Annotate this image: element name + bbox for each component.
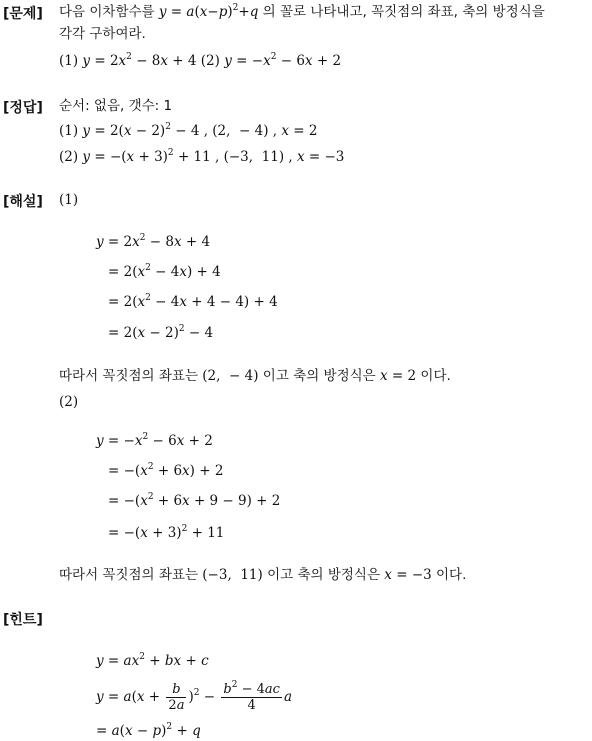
- solution-part2-step: = $-(x^2 + 6x + 9 - 9) + 2$: [108, 492, 281, 509]
- fraction: $\frac{b}{2a}$: [168, 682, 185, 713]
- problem-label: [문제]: [3, 6, 43, 22]
- solution-part2-conclusion: 따라서 꼭짓점의 좌표는 (−3, 11) 이고 축의 방정식은 x = −3 이다.: [59, 567, 467, 583]
- problem-text-b: 의 꼴로 나타내고, 꼭짓점의 좌표, 축의 방정식을: [262, 4, 545, 20]
- answer-line-2: (2) $y = -(x + 3)^2 + 11$ , (−3, 11) , x = −3: [59, 148, 345, 165]
- answer-header: 순서: 없음, 갯수: 1: [59, 98, 173, 114]
- hint-line-2: y = a(x + $\frac{b}{2a}$ )$^2$ − $\frac{b^2 - 4ac}{4}$ a: [96, 680, 292, 713]
- solution-part1-step: $y = 2x^2 - 8x + 4$: [96, 233, 211, 250]
- problem-form: $y = a(x-p)^2+q$: [158, 3, 259, 20]
- solution-part2-tag: (2): [59, 394, 79, 410]
- solution-part1-step: = $2(x^2 - 4x + 4 - 4) + 4$: [108, 293, 278, 310]
- solution-part1-tag: (1): [59, 192, 79, 208]
- solution-label: [해설]: [3, 194, 43, 210]
- problem-statement-line1: [59, 3, 545, 21]
- solution-part1-step: = $2(x - 2)^2 - 4$: [108, 324, 214, 341]
- hint-label: [힌트]: [3, 612, 43, 628]
- solution-part2-step: $y = -x^2 - 6x + 2$: [96, 432, 213, 449]
- solution-part2-step: = $-(x^2 + 6x) + 2$: [108, 462, 224, 479]
- problem-parts: (1) $y = 2x^2 - 8x + 4$ (2) $y = -x^2 - 6x + 2$: [59, 52, 342, 69]
- solution-part1-conclusion: 따라서 꼭짓점의 좌표는 (2, − 4) 이고 축의 방정식은 x = 2 이다.: [59, 368, 451, 384]
- solution-part1-step: = $2(x^2 - 4x) + 4$: [108, 263, 221, 280]
- solution-part2-step: = $-(x + 3)^2 + 11$: [108, 524, 225, 541]
- hint-line-3: = $a(x - p)^2 + q$: [96, 722, 201, 739]
- hint-line-1: $y = ax^2$ + bx + c: [96, 652, 209, 669]
- fraction: $\frac{b^2 - 4ac}{4}$: [223, 680, 280, 713]
- problem-text-c: 각각 구하여라.: [59, 26, 146, 42]
- answer-line-1: (1) $y = 2(x - 2)^2 - 4$ , (2, − 4) , x = 2: [59, 122, 318, 139]
- answer-label: [정답]: [3, 100, 43, 116]
- problem-text-a: 다음 이차함수를: [59, 4, 155, 20]
